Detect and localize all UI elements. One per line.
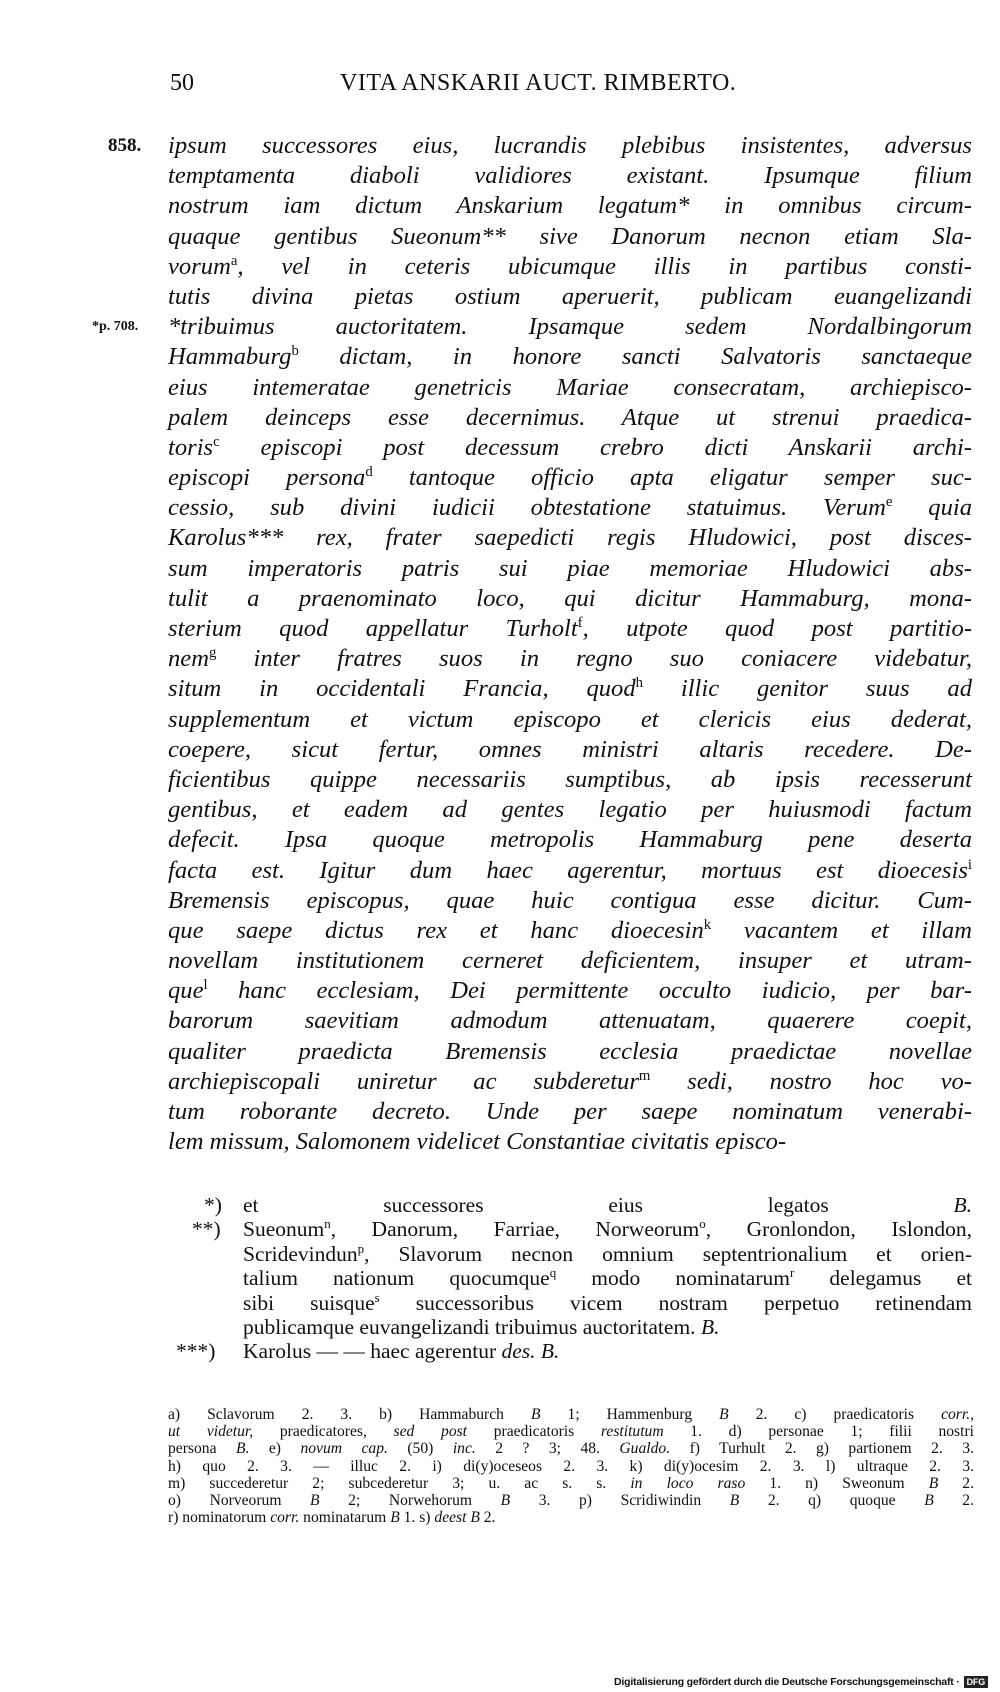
text-run: ficientibus quippe necessariis sumptibus, ab ipsis recesserunt: [168, 765, 972, 793]
text-run: ipsum successores eius, lucrandis plebibus insistentes, adversus: [168, 132, 972, 159]
text-run: nominatarum: [299, 1509, 391, 1527]
footnote-mark: ***): [176, 1339, 216, 1364]
superscript-marker: d: [365, 463, 373, 480]
text-run: inter fratres suos in regno suo coniacere videbatur,: [216, 645, 972, 673]
text-run: corr.: [941, 1406, 971, 1423]
text-line: [168, 523, 972, 553]
text-run: tum roborante decreto. Unde per saepe nominatum venerabi-: [168, 1098, 972, 1125]
text-run: B: [719, 1406, 729, 1423]
text-run: 1. s): [399, 1509, 435, 1527]
superscript-marker: m: [638, 1067, 651, 1084]
text-line: [168, 946, 972, 976]
text-run: in loco raso: [630, 1474, 746, 1492]
text-run: B: [500, 1491, 511, 1509]
text-line: [108, 131, 972, 161]
margin-year: 858.: [108, 135, 142, 156]
superscript-marker: e: [885, 494, 893, 511]
text-run: 2.: [938, 1474, 975, 1492]
superscript-marker: a: [230, 252, 238, 269]
credit-text: Digitalisierung gefördert durch die Deutsche Forschungsgemeinschaft ·: [614, 1675, 960, 1688]
text-run: vorum: [168, 252, 231, 280]
text-run: modo nominatarum: [556, 1266, 790, 1291]
text-run: 2; Norwehorum: [319, 1491, 501, 1509]
text-run: eius intemeratae genetricis Mariae consecratam, archiepisco-: [168, 373, 972, 401]
text-line: [168, 342, 972, 372]
text-line: [168, 282, 972, 312]
text-line: [168, 976, 972, 1006]
text-run: B.: [235, 1440, 250, 1458]
page-number: 50: [170, 70, 194, 96]
superscript-marker: i: [967, 856, 972, 873]
text-run: sed post: [393, 1423, 468, 1441]
text-run: *tribuimus auctoritatem. Ipsamque sedem Nordalbingorum: [168, 313, 972, 341]
text-run: 1; Hammenburg: [540, 1406, 720, 1423]
text-run: m) succederetur 2; subcederetur 3; u. ac s. s.: [168, 1474, 631, 1492]
text-run: lem missum, Salomonem videlicet Constantiae civitatis episco-: [168, 1128, 787, 1156]
text-line: [168, 735, 972, 765]
critical-apparatus: [168, 1406, 974, 1526]
text-run: sibi suisque: [243, 1290, 375, 1315]
margin-page-ref: *p. 708.: [92, 319, 139, 335]
footnote-line: [168, 1217, 972, 1241]
text-run: Bremensis episcopus, quae huic contigua esse dicitur. Cum-: [168, 886, 972, 914]
text-line: [168, 886, 972, 916]
text-run: nem: [168, 645, 209, 673]
text-run: praedicatoris: [467, 1423, 601, 1441]
text-run: 2. q) quoque: [739, 1491, 925, 1509]
text-run: r) nominatorum: [168, 1509, 271, 1527]
dfg-logo: DFG: [964, 1676, 988, 1688]
text-run: , Danorum, Farriae, Norweorum: [330, 1217, 700, 1242]
text-run: inc.: [452, 1440, 476, 1458]
running-title: VITA ANSKARII AUCT. RIMBERTO.: [340, 70, 737, 96]
apparatus-line: [168, 1509, 974, 1526]
footnote-line: [168, 1291, 972, 1315]
text-run: barorum saevitiam admodum attenuatam, quaerere coepit,: [168, 1007, 972, 1035]
text-run: episcopi persona: [168, 464, 366, 492]
footnote-line: [168, 1339, 972, 1363]
footnotes: [168, 1193, 972, 1364]
text-run: 2. c) praedicatoris: [728, 1406, 942, 1423]
text-run: restitutum: [600, 1423, 664, 1441]
text-line: [168, 614, 972, 644]
text-line: [168, 644, 972, 674]
text-run: B.: [953, 1193, 972, 1217]
text-run: tulit a praenominato loco, qui dicitur Hammaburg, mona-: [168, 584, 972, 612]
text-line: [168, 795, 972, 825]
digitization-credit: [614, 1676, 988, 1688]
footnote-mark: *): [204, 1193, 222, 1217]
text-run: palem deinceps esse decernimus. Atque ut strenui praedica-: [168, 403, 972, 431]
text-run: 1. n) Sweonum: [745, 1474, 929, 1492]
footnote-line: [168, 1242, 972, 1266]
text-line: [168, 1127, 972, 1157]
text-run: sterium quod appellatur Turholt: [168, 615, 578, 642]
apparatus-line: [168, 1406, 974, 1423]
text-run: delegamus et: [794, 1266, 972, 1291]
text-run: B: [390, 1509, 400, 1527]
text-line: [168, 252, 972, 282]
text-run: que saepe dictus rex et hanc dioecesin: [168, 916, 704, 944]
text-run: cessio, sub divini iudicii obtestatione statuimus. Verum: [168, 494, 886, 522]
text-run: Scridevindun: [243, 1241, 358, 1266]
text-run: , Slavorum necnon omnium septentrionalium et orien-: [364, 1241, 972, 1266]
text-run: 2.: [933, 1491, 974, 1509]
text-run: episcopi post decessum crebro dicti Anskarii archi-: [219, 433, 972, 461]
superscript-marker: p: [357, 1241, 365, 1256]
text-run: ut videtur,: [168, 1423, 254, 1441]
text-run: B: [924, 1491, 934, 1509]
main-text: [92, 131, 973, 1157]
text-run: publicamque euvangelizandi tribuimus auctoritatem.: [243, 1314, 701, 1339]
text-run: Sueonum: [243, 1217, 325, 1242]
superscript-marker: n: [324, 1217, 331, 1232]
text-run: dictam, in honore sancti Salvatoris sanctaeque: [298, 343, 972, 371]
text-run: gentibus, et eadem ad gentes legatio per huiusmodi factum: [168, 796, 972, 824]
superscript-marker: o: [699, 1217, 706, 1232]
text-run: B: [928, 1474, 939, 1492]
text-run: Hammaburg: [168, 343, 292, 371]
superscript-marker: f: [577, 614, 583, 631]
text-run: , Gronlondon, Islondon,: [705, 1217, 972, 1242]
text-line: [168, 222, 972, 252]
text-run: B: [729, 1491, 740, 1509]
text-run: , vel in ceteris ubicumque illis in partibus consti-: [237, 252, 972, 280]
text-line: [92, 312, 972, 342]
text-run: quaque gentibus Sueonum** sive Danorum necnon etiam Sla-: [168, 222, 972, 250]
text-run: talium nationum quocumque: [243, 1266, 550, 1291]
footnote-mark: **): [192, 1217, 221, 1242]
text-run: que: [168, 977, 204, 1005]
text-run: persona: [168, 1440, 236, 1458]
text-run: ,: [970, 1406, 974, 1423]
text-run: novum cap.: [300, 1440, 388, 1458]
text-run: praedicatores,: [253, 1423, 394, 1441]
text-run: deest B: [434, 1509, 480, 1527]
footnote-line: [168, 1315, 972, 1339]
footnote-line: [168, 1193, 972, 1217]
text-run: hanc ecclesiam, Dei permittente occulto iudicio, per bar-: [207, 977, 972, 1005]
text-line: [168, 1097, 972, 1127]
text-run: successoribus vicem nostram perpetuo retinendam: [379, 1290, 972, 1315]
text-run: temptamenta diaboli validiores existant. Ipsumque filium: [168, 162, 972, 190]
text-run: B: [310, 1491, 320, 1509]
text-run: corr.: [270, 1509, 300, 1527]
text-run: , utpote quod post partitio-: [582, 615, 973, 642]
apparatus-line: [168, 1458, 974, 1475]
text-run: toris: [168, 433, 214, 461]
text-run: defecit. Ipsa quoque metropolis Hammaburg pene deserta: [168, 826, 972, 854]
superscript-marker: r: [789, 1266, 795, 1281]
text-run: tutis divina pietas ostium aperuerit, publicam euangelizandi: [168, 282, 972, 310]
text-line: [168, 1006, 972, 1036]
superscript-marker: h: [635, 675, 644, 692]
apparatus-line: [168, 1475, 974, 1492]
text-run: f) Turhult 2. g) partionem 2. 3.: [670, 1440, 974, 1458]
text-line: [168, 916, 972, 946]
superscript-marker: c: [213, 433, 220, 450]
text-run: e): [249, 1440, 301, 1458]
text-run: quia: [892, 494, 972, 522]
text-line: [168, 584, 972, 614]
superscript-marker: l: [203, 977, 208, 994]
apparatus-line: [168, 1492, 974, 1509]
text-run: vacantem et illam: [711, 916, 972, 944]
text-run: 2 ? 3; 48.: [475, 1440, 620, 1458]
text-run: nostrum iam dictum Anskarium legatum* in omnibus circum-: [168, 192, 972, 220]
text-line: [168, 554, 972, 584]
text-line: [168, 433, 972, 463]
footnote-line: [168, 1266, 972, 1290]
text-line: [168, 373, 972, 403]
text-line: [168, 674, 972, 704]
text-run: qualiter praedicta Bremensis ecclesia praedictae novellae: [168, 1037, 972, 1065]
text-run: 2.: [479, 1509, 496, 1527]
text-run: Gualdo.: [619, 1440, 671, 1458]
text-line: [168, 191, 972, 221]
text-run: Karolus*** rex, frater saepedicti regis Hludowici, post disces-: [168, 524, 972, 552]
text-line: [168, 463, 972, 493]
apparatus-line: [168, 1423, 974, 1440]
superscript-marker: q: [549, 1266, 557, 1281]
text-run: Karolus — — haec agerentur: [243, 1339, 502, 1364]
text-run: tantoque officio apta eligatur semper suc-: [372, 464, 973, 492]
text-run: coepere, sicut fertur, omnes ministri altaris recedere. De-: [168, 735, 972, 763]
text-line: [168, 705, 972, 735]
text-run: 3. p) Scridiwindin: [510, 1491, 730, 1509]
superscript-marker: s: [374, 1290, 380, 1305]
text-run: et successores eius legatos: [243, 1193, 954, 1217]
text-line: [168, 1067, 972, 1097]
text-line: [168, 1037, 972, 1067]
superscript-marker: g: [208, 645, 217, 661]
text-line: [168, 493, 972, 523]
text-run: (50): [387, 1440, 453, 1458]
text-run: a) Sclavorum 2. 3. b) Hammaburch: [168, 1406, 531, 1423]
text-run: 1. d) personae 1; filii nostri: [663, 1423, 974, 1441]
text-run: h) quo 2. 3. — illuc 2. i) di(y)oceseos 2. 3. k) di(y)ocesim 2. 3. l) ultraque 2. 3.: [168, 1457, 974, 1475]
text-line: [168, 825, 972, 855]
text-run: B: [530, 1406, 541, 1423]
text-line: [168, 403, 972, 433]
text-run: sum imperatoris patris sui piae memoriae Hludowici abs-: [168, 554, 972, 582]
text-run: illic genitor suus ad: [643, 675, 973, 703]
text-run: archiepiscopali uniretur ac subderetur: [168, 1067, 639, 1095]
text-run: situm in occidentali Francia, quod: [168, 675, 636, 703]
text-run: facta est. Igitur dum haec agerentur, mortuus est dioecesis: [168, 856, 968, 884]
text-run: B.: [700, 1314, 720, 1339]
text-line: [168, 161, 972, 191]
text-line: [168, 856, 972, 886]
apparatus-line: [168, 1440, 974, 1457]
text-line: [168, 765, 972, 795]
text-run: supplementum et victum episcopo et clericis eius dederat,: [168, 705, 972, 733]
superscript-marker: k: [703, 916, 712, 933]
text-run: des. B.: [501, 1339, 560, 1364]
text-run: novellam institutionem cerneret deficientem, insuper et utram-: [168, 947, 972, 975]
text-run: o) Norveorum: [168, 1491, 311, 1509]
text-run: sedi, nostro hoc vo-: [650, 1067, 972, 1095]
superscript-marker: b: [291, 343, 299, 360]
